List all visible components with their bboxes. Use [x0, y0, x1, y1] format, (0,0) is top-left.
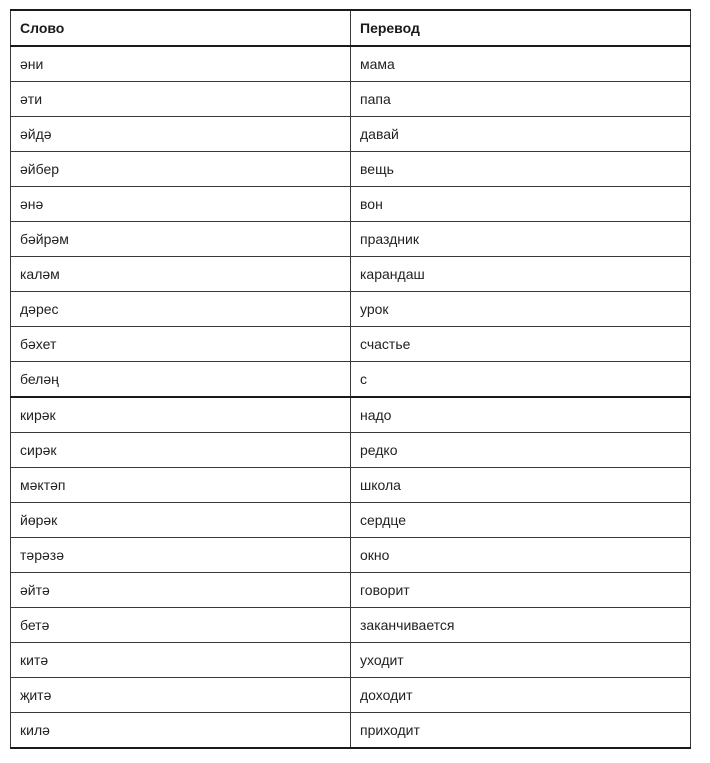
translation-cell: доходит	[351, 678, 691, 713]
table-row	[11, 187, 691, 222]
translation-cell: папа	[351, 82, 691, 117]
column-header-word: Слово	[11, 10, 351, 46]
word-cell: беләң	[11, 362, 351, 398]
translation-cell: надо	[351, 397, 691, 433]
table-row	[11, 433, 691, 468]
table-row	[11, 152, 691, 187]
table-row	[11, 117, 691, 152]
word-cell: килә	[11, 713, 351, 749]
translation-cell: заканчивается	[351, 608, 691, 643]
translation-cell: говорит	[351, 573, 691, 608]
table-row	[11, 503, 691, 538]
translation-cell: урок	[351, 292, 691, 327]
word-cell: кирәк	[11, 397, 351, 433]
word-cell: йөрәк	[11, 503, 351, 538]
table-row	[11, 257, 691, 292]
vocabulary-table	[10, 9, 691, 749]
word-cell: әти	[11, 82, 351, 117]
translation-cell: уходит	[351, 643, 691, 678]
word-cell: әйдә	[11, 117, 351, 152]
table-row	[11, 538, 691, 573]
translation-cell: счастье	[351, 327, 691, 362]
translation-cell: приходит	[351, 713, 691, 749]
table-row	[11, 643, 691, 678]
table-row	[11, 82, 691, 117]
table-row	[11, 327, 691, 362]
word-cell: бәхет	[11, 327, 351, 362]
word-cell: әни	[11, 46, 351, 82]
translation-cell: карандаш	[351, 257, 691, 292]
table-row	[11, 468, 691, 503]
word-cell: әйтә	[11, 573, 351, 608]
translation-cell: давай	[351, 117, 691, 152]
table-row	[11, 608, 691, 643]
translation-cell: мама	[351, 46, 691, 82]
word-cell: дәрес	[11, 292, 351, 327]
word-cell: каләм	[11, 257, 351, 292]
table-row	[11, 222, 691, 257]
header-row	[11, 10, 691, 46]
table-row	[11, 46, 691, 82]
word-cell: тәрәзә	[11, 538, 351, 573]
word-cell: бетә	[11, 608, 351, 643]
translation-cell: редко	[351, 433, 691, 468]
word-cell: әйбер	[11, 152, 351, 187]
column-header-translation: Перевод	[351, 10, 691, 46]
translation-cell: вещь	[351, 152, 691, 187]
word-cell: сирәк	[11, 433, 351, 468]
translation-cell: вон	[351, 187, 691, 222]
table-row	[11, 292, 691, 327]
word-cell: җитә	[11, 678, 351, 713]
word-cell: бәйрәм	[11, 222, 351, 257]
word-cell: мәктәп	[11, 468, 351, 503]
translation-cell: сердце	[351, 503, 691, 538]
translation-cell: с	[351, 362, 691, 398]
translation-cell: школа	[351, 468, 691, 503]
table-row	[11, 713, 691, 749]
table-row	[11, 678, 691, 713]
translation-cell: праздник	[351, 222, 691, 257]
word-cell: китә	[11, 643, 351, 678]
translation-cell: окно	[351, 538, 691, 573]
table-row	[11, 362, 691, 398]
table-row	[11, 573, 691, 608]
table-row	[11, 397, 691, 433]
word-cell: әнә	[11, 187, 351, 222]
